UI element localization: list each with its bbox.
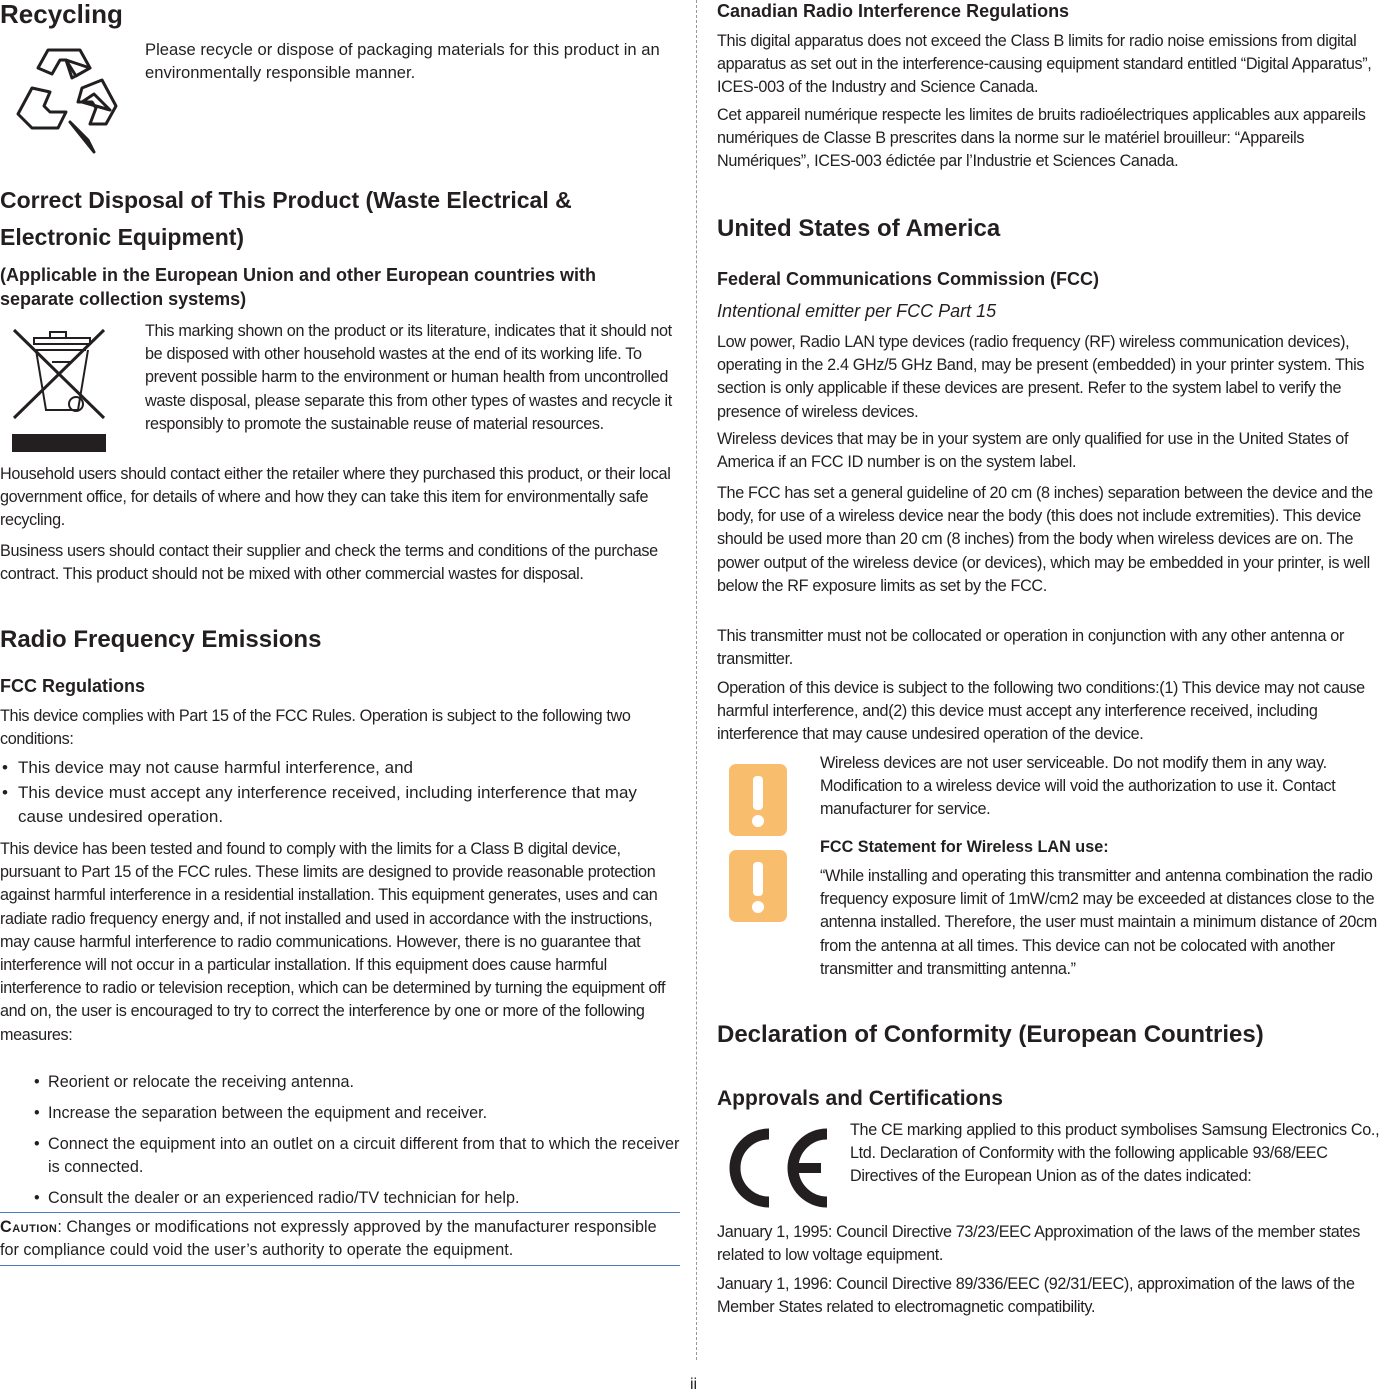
directive-1995: January 1, 1995: Council Directive 73/23/EEC Approximation of the laws of the member states related to low voltage equipment. bbox=[717, 1223, 1360, 1265]
column-divider bbox=[696, 0, 697, 1360]
weee-icon-text: This marking shown on the product or its literature, indicates that it should not be disposed with other household wastes at the end of its working life. To prevent possible harm to the environment or human health from uncontrolled waste disposal, please separate this from other types of wastes and recycle it responsibly to promote the sustainable reuse of material resources. bbox=[145, 322, 672, 433]
caution-label: Caution bbox=[0, 1218, 58, 1236]
weee-subheading: (Applicable in the European Union and other European countries with separate collection systems) bbox=[0, 265, 597, 309]
fcc-conditions-list bbox=[0, 756, 670, 830]
ce-mark-icon bbox=[723, 1128, 831, 1208]
warning-icon bbox=[729, 850, 787, 922]
approvals-heading: Approvals and Certifications bbox=[717, 1087, 1003, 1110]
recycling-text: Please recycle or dispose of packaging materials for this product in an environmentally responsible manner. bbox=[145, 40, 660, 83]
warning-text-2: “While installing and operating this transmitter and antenna combination the radio frequency exposure limit of 1mW/cm2 may be exceeded at distances close to the antenna installed. Therefore, the user must maintain a minimum distance of 20cm from the antenna at all times. This device can not be colocated with another transmitter and transmitting antenna.” bbox=[820, 867, 1377, 978]
fcc-measures-list bbox=[34, 1071, 680, 1218]
caution-note bbox=[0, 1216, 675, 1262]
page-number: ii bbox=[690, 1376, 698, 1393]
weee-business-text: Business users should contact their supplier and check the terms and conditions of the purchase contract. This product should not be mixed with other commercial wastes for disposal. bbox=[0, 542, 658, 584]
canada-heading: Canadian Radio Interference Regulations bbox=[717, 1, 1070, 21]
usa-p1: Low power, Radio LAN type devices (radio frequency (RF) wireless communication devices), operating in the 2.4 GHz/5 GHz Band, may be present (embedded) in your printer system. This section is only applicable if these devices are present. Refer to the system label to verify the presence of wireless devices. bbox=[717, 333, 1365, 421]
warning-text-1: Wireless devices are not user serviceable. Do not modify them in any way. Modification to a wireless device will void the authorization to use it. Contact manufacturer for service. bbox=[820, 754, 1336, 819]
list-item: • This device may not cause harmful interference, and bbox=[0, 756, 670, 781]
weee-household-text: Household users should contact either the retailer where they purchased this product, or their local government office, for details of where and how they can take this item for environmentally safe recycling. bbox=[0, 465, 671, 530]
warning-icon bbox=[729, 764, 787, 836]
list-item: • Increase the separation between the equipment and receiver. bbox=[34, 1102, 680, 1125]
fcc-body-text: This device has been tested and found to comply with the limits for a Class B digital device, pursuant to Part 15 of the FCC rules. These limits are designed to provide reasonable protection against harmful interference in a residential installation. This equipment generates, uses and can radiate radio frequency energy and, if not installed and used in accordance with the instructions, may cause harmful interference to radio communications. However, there is no guarantee that interference will not occur in a particular installation. If this equipment does cause harmful interference to radio or television reception, which can be determined by turning the equipment off and on, the user is encouraged to try to correct the interference by one or more of the following measures: bbox=[0, 840, 666, 1044]
doc-heading: Declaration of Conformity (European Countries) bbox=[717, 1021, 1264, 1048]
fcc-heading: Federal Communications Commission (FCC) bbox=[717, 269, 1100, 289]
canada-fr-text: Cet appareil numérique respecte les limites de bruits radioélectriques applicables aux appareils numériques de Classe B prescrites dans la norme sur le matériel brouilleur: “Appareils Numériques”, ICES-003 édictée par l’Industrie et Sciences Canada. bbox=[717, 106, 1366, 171]
list-item: • This device must accept any interference received, including interference that may cause undesired operation. bbox=[0, 781, 670, 830]
caution-top-rule bbox=[0, 1212, 680, 1213]
caution-bottom-rule bbox=[0, 1265, 680, 1266]
usa-heading: United States of America bbox=[717, 215, 1001, 242]
usa-p4: This transmitter must not be collocated or operation in conjunction with any other antenna or transmitter. bbox=[717, 627, 1345, 669]
caution-text: : Changes or modifications not expressly approved by the manufacturer responsible for compliance could void the user’s authority to operate the equipment. bbox=[0, 1218, 657, 1260]
list-item: • Consult the dealer or an experienced radio/TV technician for help. bbox=[34, 1187, 680, 1210]
recycling-icon bbox=[10, 44, 120, 156]
usa-p3: The FCC has set a general guideline of 20 cm (8 inches) separation between the device and the body, for use of a wireless device near the body (this does not include extremities). This device should be used more than 20 cm (8 inches) from the body when wireless devices are on. The power output of the wireless device (or devices), which may be embedded in your printer, is well below the RF exposure limits as set by the FCC. bbox=[717, 484, 1373, 595]
weee-heading: Correct Disposal of This Product (Waste Electrical & Electronic Equipment) bbox=[0, 187, 572, 250]
ce-text: The CE marking applied to this product symbolises Samsung Electronics Co., Ltd. Declaration of Conformity with the following applicable 93/68/EEC Directives of the European Union as of the dates indicated: bbox=[850, 1121, 1380, 1186]
rf-heading: Radio Frequency Emissions bbox=[0, 626, 322, 653]
fcc-wlan-heading: FCC Statement for Wireless LAN use: bbox=[820, 838, 1109, 856]
fcc-regulations-heading: FCC Regulations bbox=[0, 676, 146, 696]
list-item: • Reorient or relocate the receiving antenna. bbox=[34, 1071, 680, 1094]
usa-p5: Operation of this device is subject to the following two conditions:(1) This device may not cause harmful interference, and(2) this device must accept any interference received, including interference that may cause undesired operation of the device. bbox=[717, 679, 1365, 744]
list-item: • Connect the equipment into an outlet on a circuit different from that to which the receiver is connected. bbox=[34, 1133, 680, 1179]
usa-p2: Wireless devices that may be in your system are only qualified for use in the United States of America if an FCC ID number is on the system label. bbox=[717, 430, 1349, 472]
directive-1996: January 1, 1996: Council Directive 89/336/EEC (92/31/EEC), approximation of the laws of the Member States related to electromagnetic compatibility. bbox=[717, 1275, 1355, 1317]
crossed-bin-icon bbox=[12, 326, 106, 452]
canada-en-text: This digital apparatus does not exceed the Class B limits for radio noise emissions from digital apparatus as set out in the interference-causing equipment standard entitled “Digital Apparatus”, ICES-003 of the Industry and Science Canada. bbox=[717, 32, 1372, 97]
fcc-part15-subheading: Intentional emitter per FCC Part 15 bbox=[717, 301, 997, 321]
recycling-heading: Recycling bbox=[0, 0, 123, 29]
fcc-intro-text: This device complies with Part 15 of the FCC Rules. Operation is subject to the following two conditions: bbox=[0, 707, 631, 749]
